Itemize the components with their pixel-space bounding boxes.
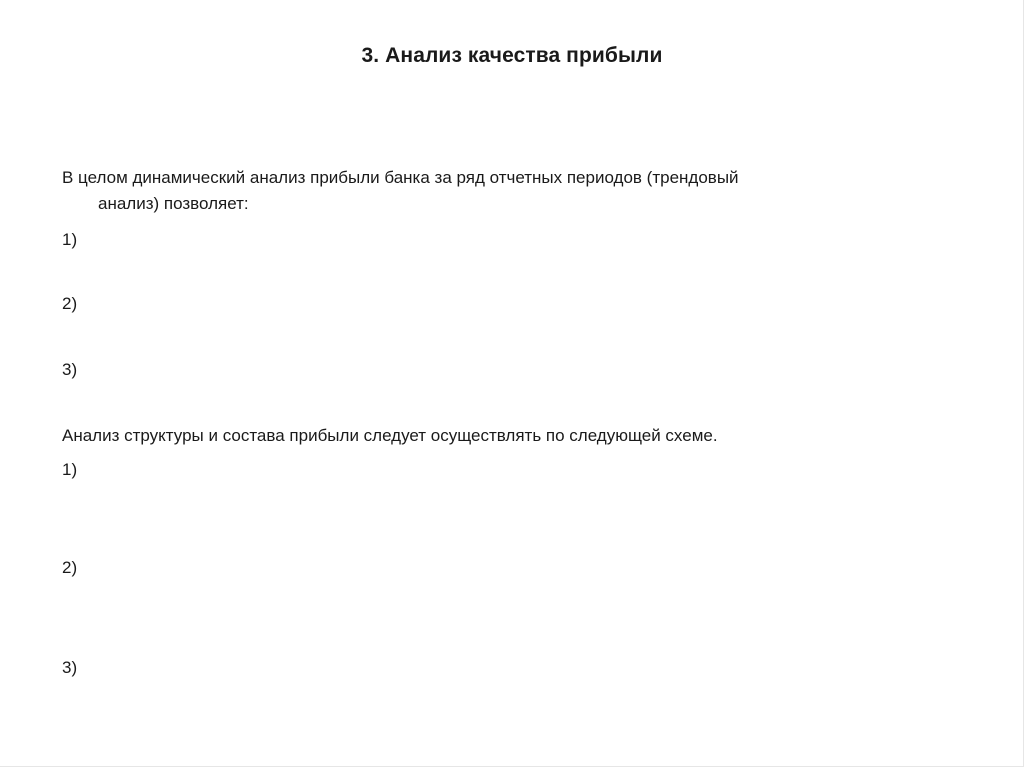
section2-item-1: 1): [62, 460, 78, 479]
section2-item-2: 2): [62, 558, 78, 577]
section2-item-3: 3): [62, 658, 78, 677]
slide-title: 3. Анализ качества прибыли: [361, 44, 663, 67]
section2-intro: Анализ структуры и состава прибыли следует осуществлять по следующей схеме.: [62, 426, 718, 445]
section1-intro-line2: анализ) позволяет:: [98, 194, 249, 213]
section1-item-3: 3): [62, 360, 78, 379]
section1-item-1: 1): [62, 230, 78, 249]
section1-item-2: 2): [62, 294, 78, 313]
section1-intro-line1: В целом динамический анализ прибыли банка за ряд отчетных периодов (трендовый: [62, 168, 739, 187]
